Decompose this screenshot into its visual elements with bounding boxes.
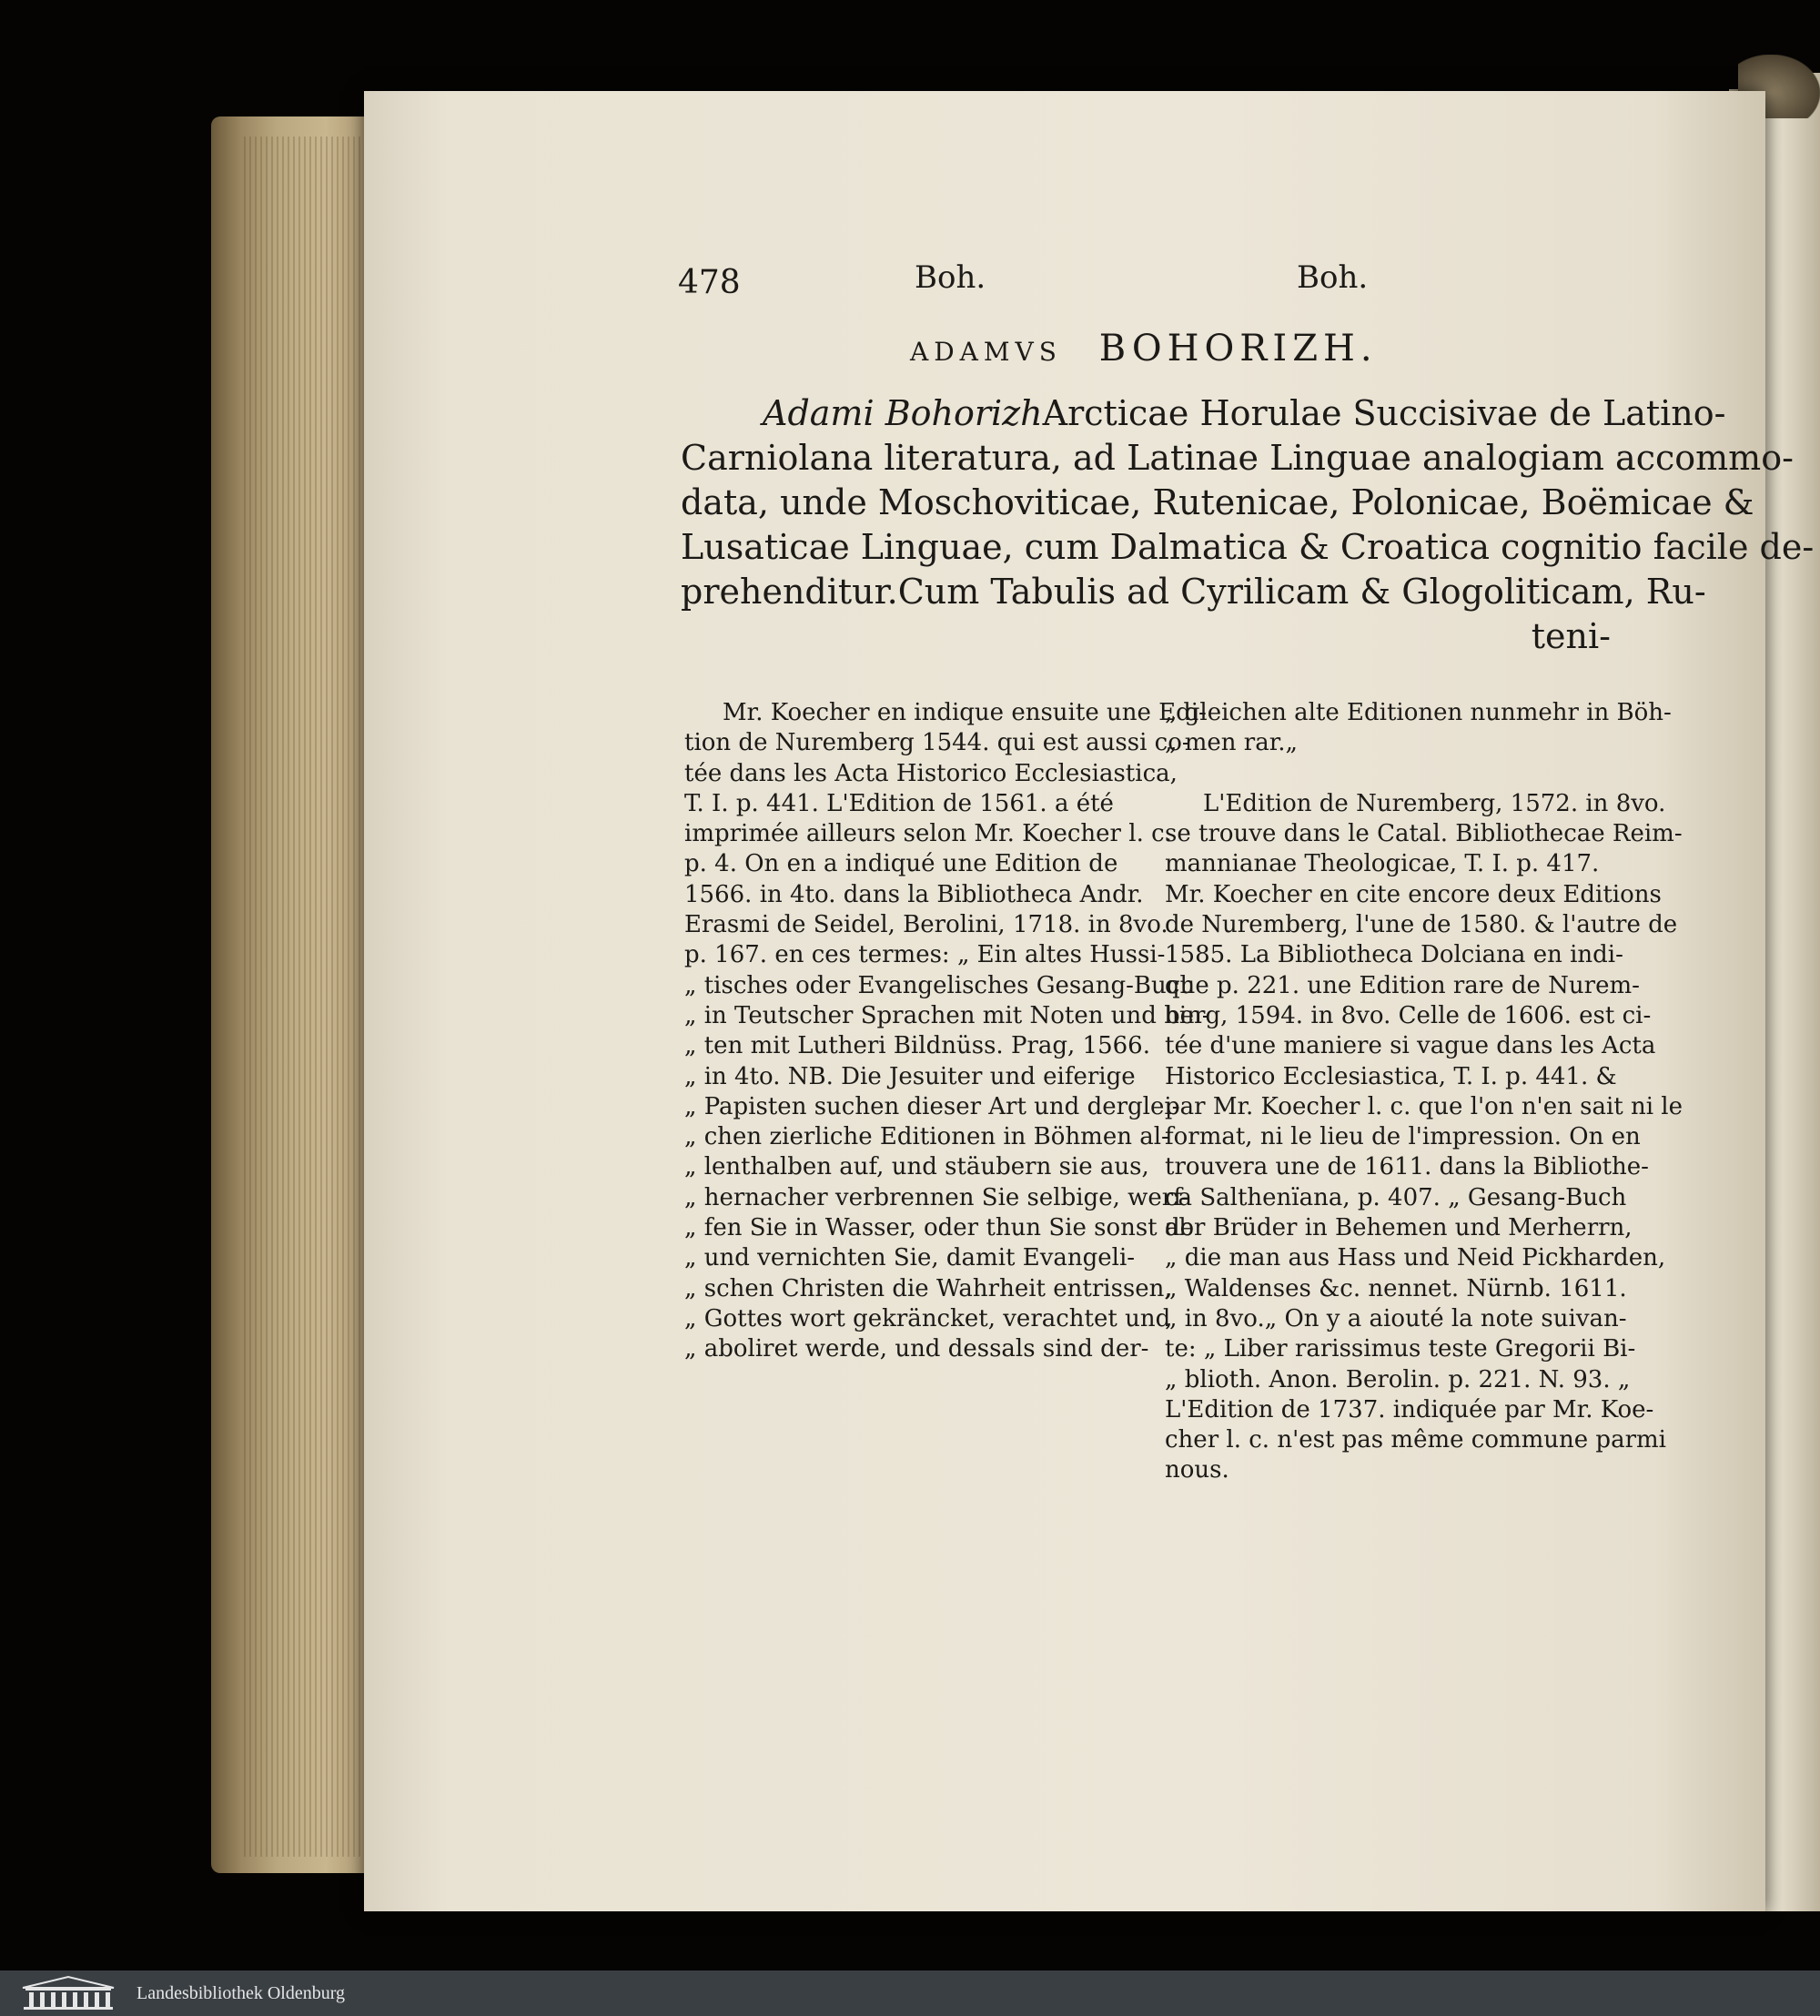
intro-line: [681, 525, 1815, 570]
text-line: mannianae Theologicae, T. I. p. 417.: [1165, 850, 1600, 878]
intro-text: Cum Tabulis ad Cyrilicam & Glogoliticam, Ru-: [897, 572, 1706, 612]
text-line: „ und vernichten Sie, damit Evangeli-: [684, 1244, 1136, 1272]
page-edge-texture: [244, 137, 362, 1857]
text-line: se trouve dans le Catal. Bibliothecae Reim-: [1165, 820, 1683, 848]
text-line: cher l. c. n'est pas même commune parmi: [1165, 1426, 1666, 1454]
text-line: p. 167. en ces termes: „ Ein altes Hussi-: [684, 941, 1166, 969]
intro-text: Carniolana literatura, ad Latinae Linguae analogiam accommo-: [681, 438, 1794, 478]
text-line: berg, 1594. in 8vo. Celle de 1606. est ci-: [1165, 1001, 1652, 1029]
running-head-right: Boh.: [1297, 259, 1369, 296]
text-line: „ fen Sie in Wasser, oder thun Sie sonst ab: [684, 1214, 1195, 1242]
left-column: [684, 698, 1210, 1365]
library-building-icon: [18, 1975, 118, 2011]
text-line: „ die man aus Hass und Neid Pickharden,: [1165, 1244, 1666, 1272]
text-line: „ chen zierliche Editionen in Böhmen al-: [684, 1123, 1169, 1151]
text-line: „ tisches oder Evangelisches Gesang-Buch: [684, 971, 1196, 999]
text-line: „ lenthalben auf, und stäubern sie aus,: [684, 1153, 1149, 1181]
text-line: que p. 221. une Edition rare de Nurem-: [1165, 971, 1640, 999]
library-name: Landesbibliothek Oldenburg: [136, 1982, 346, 2003]
text-line: imprimée ailleurs selon Mr. Koecher l. c.: [684, 820, 1172, 848]
page-number: 478: [678, 264, 741, 301]
text-line: Historico Ecclesiastica, T. I. p. 441. &: [1165, 1062, 1617, 1090]
text-line: tée d'une maniere si vague dans les Acta: [1165, 1032, 1656, 1060]
text-line: „ Gottes wort gekräncket, verachtet und: [684, 1304, 1171, 1332]
text-line: T. I. p. 441. L'Edition de 1561. a été: [684, 789, 1114, 817]
text-line: „ gleichen alte Editionen nunmehr in Böh-: [1165, 699, 1672, 726]
text-line: tée dans les Acta Historico Ecclesiastica,: [684, 759, 1178, 787]
text-line: nous.: [1165, 1456, 1229, 1484]
text-line: tion de Nuremberg 1544. qui est aussi co-: [684, 729, 1190, 757]
text-line: Mr. Koecher en indique ensuite une Edi-: [723, 699, 1207, 726]
intro-text: teni-: [1531, 616, 1611, 656]
text-line: Mr. Koecher en cite encore deux Editions: [1165, 880, 1662, 908]
text-line: te: „ Liber rarissimus teste Gregorii Bi-: [1165, 1335, 1636, 1363]
intro-text: prehenditur.: [681, 572, 898, 612]
text-line: L'Edition de Nuremberg, 1572. in 8vo.: [1203, 789, 1666, 817]
right-column: [1165, 698, 1684, 1486]
text-line: „ blioth. Anon. Berolin. p. 221. N. 93. „: [1165, 1365, 1631, 1393]
text-line: p. 4. On en a indiqué une Edition de: [684, 850, 1118, 878]
text-line: „ hernacher verbrennen Sie selbige, werf-: [684, 1183, 1189, 1211]
intro-text: Adami Bohorizh: [763, 393, 1043, 433]
text-line: L'Edition de 1737. indiquée par Mr. Koe-: [1165, 1395, 1654, 1423]
text-line: format, ni le lieu de l'impression. On en: [1165, 1123, 1641, 1151]
text-line: „ ten mit Lutheri Bildnüss. Prag, 1566.: [684, 1032, 1150, 1060]
running-head-left: Boh.: [915, 259, 986, 296]
intro-text: data, unde Moschoviticae, Rutenicae, Polonicae, Boëmicae &: [681, 482, 1754, 522]
intro-line: [681, 436, 1794, 481]
intro-line: [681, 570, 1706, 614]
text-line: ca Salthenïana, p. 407. „ Gesang-Buch: [1165, 1183, 1627, 1211]
text-line: „ Papisten suchen dieser Art und derglei-: [684, 1092, 1180, 1120]
intro-text: Lusaticae Linguae, cum Dalmatica & Croatica cognitio facile de-: [681, 527, 1815, 567]
entry-title-prefix: ADAMVS: [910, 337, 1062, 367]
text-line: Erasmi de Seidel, Berolini, 1718. in 8vo.: [684, 911, 1168, 939]
text-line: der Brüder in Behemen und Merherrn,: [1165, 1214, 1633, 1242]
text-line: 1566. in 4to. dans la Bibliotheca Andr.: [684, 880, 1144, 908]
intro-text: Arcticae Horulae Succisivae de Latino-: [1042, 393, 1726, 433]
facing-page-edge: [1756, 73, 1820, 1911]
text-line: „ schen Christen die Wahrheit entrissen,: [684, 1274, 1172, 1302]
text-line: „ in Teutscher Sprachen mit Noten und hin-: [684, 1001, 1210, 1029]
text-line: 1585. La Bibliotheca Dolciana en indi-: [1165, 941, 1623, 969]
viewer-footer: [0, 1970, 1820, 2016]
text-line: [1165, 759, 1615, 789]
intro-line: [681, 481, 1754, 525]
text-line: „ Waldenses &c. nennet. Nürnb. 1611.: [1165, 1274, 1627, 1302]
text-line: „ in 8vo.„ On y a aiouté la note suivan-: [1165, 1304, 1627, 1332]
text-line: „ in 4to. NB. Die Jesuiter und eiferige: [684, 1062, 1136, 1090]
text-line: trouvera une de 1611. dans la Bibliothe-: [1165, 1153, 1649, 1181]
entry-title: [910, 328, 1378, 370]
intro-line: [681, 391, 1726, 436]
text-line: „ men rar.„: [1165, 729, 1299, 757]
text-line: de Nuremberg, l'une de 1580. & l'autre de: [1165, 911, 1678, 939]
text-line: „ aboliret werde, und dessals sind der-: [684, 1335, 1149, 1363]
entry-description: [681, 391, 1815, 659]
text-line: par Mr. Koecher l. c. que l'on n'en sait ni le: [1165, 1092, 1684, 1120]
intro-line: [681, 614, 1611, 659]
entry-title-name: BOHORIZH.: [1098, 328, 1378, 370]
